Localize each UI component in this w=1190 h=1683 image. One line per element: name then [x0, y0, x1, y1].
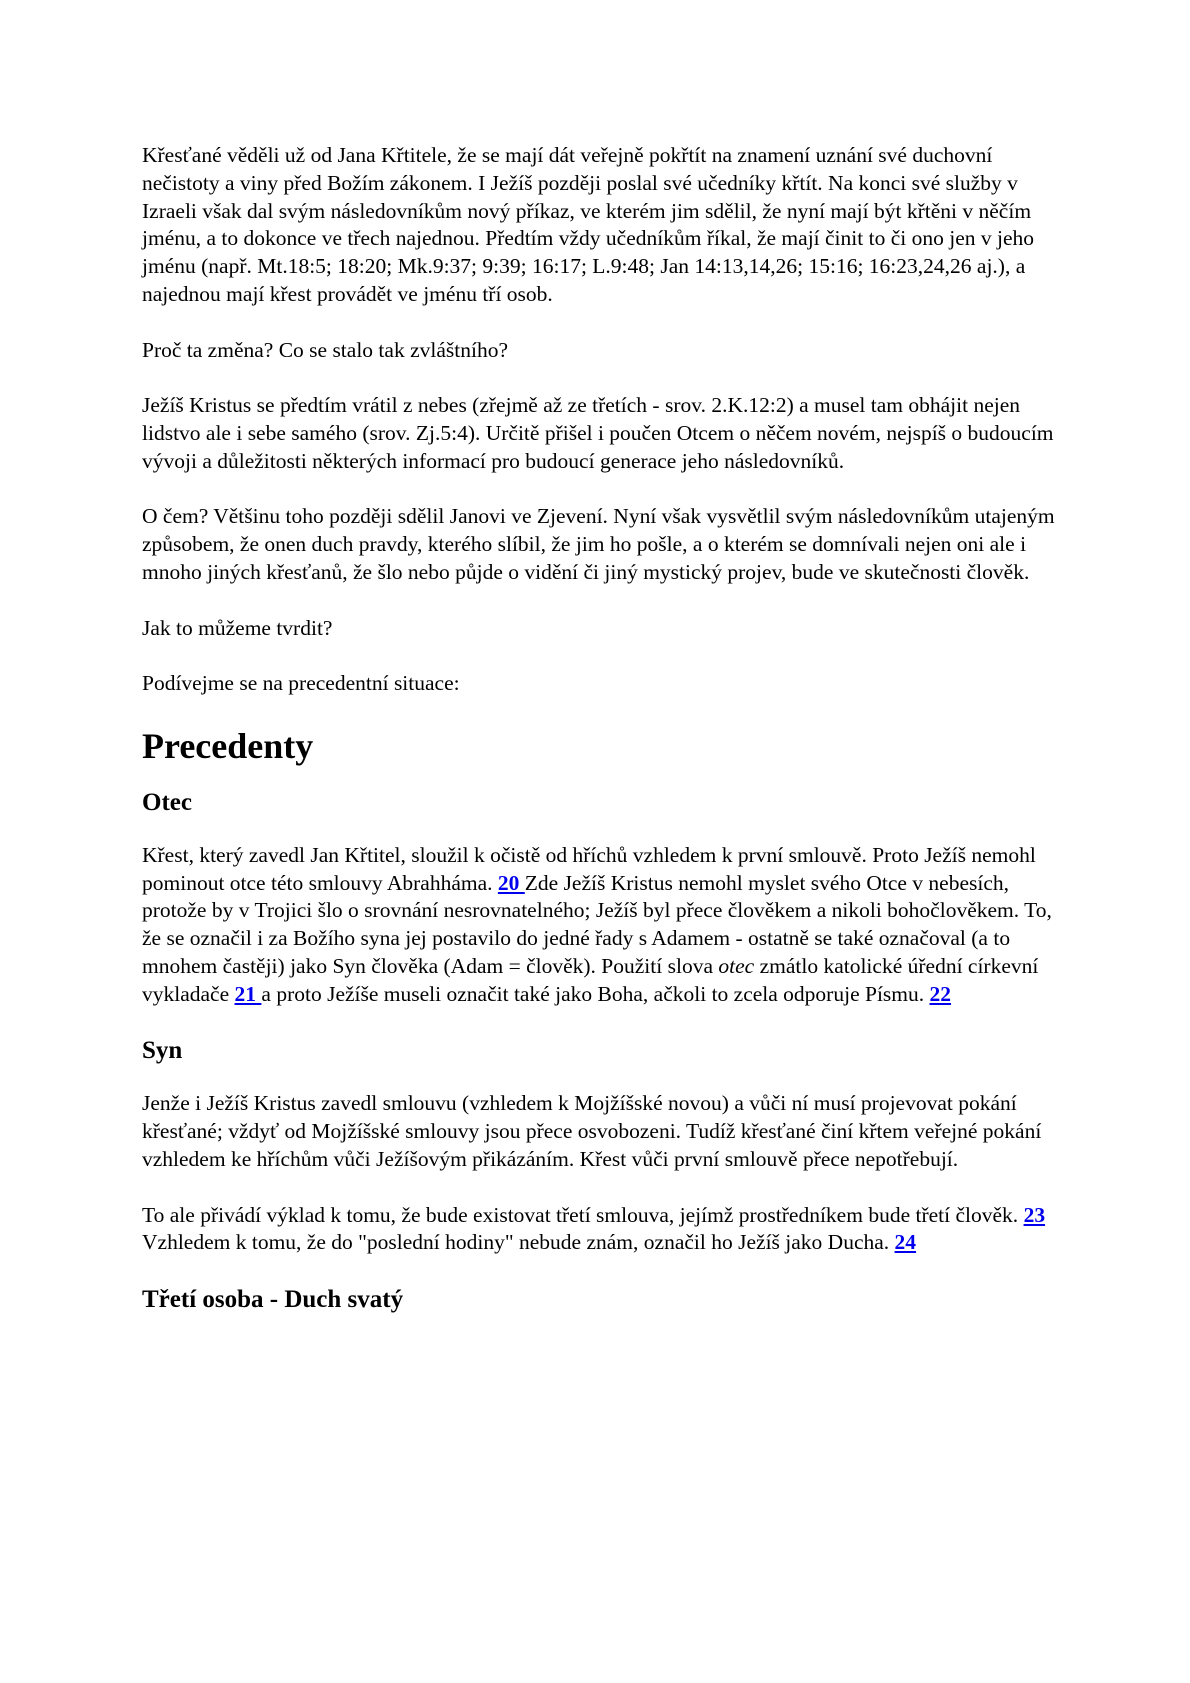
intro-paragraph-5: Jak to můžeme tvrdit?	[142, 615, 333, 640]
otec-text-4: a proto Ježíše museli označit také jako Boha, ačkoli to zcela odporuje Písmu.	[261, 981, 930, 1006]
footnote-link-22[interactable]: 22	[929, 981, 952, 1006]
syn-paragraph-2	[142, 1202, 1062, 1258]
intro-paragraph-3: Ježíš Kristus se předtím vrátil z nebes (zřejmě až ze třetích - srov. 2.K.12:2) a musel tam obhájit nejen lidstvo ale i sebe samého (srov. Zj.5:4). Určitě přišel i poučen Otcem o něčem novém, nejspíš o budoucím vývoji a důležitosti některých informací pro budoucí generace jeho následovníků.	[142, 393, 1054, 473]
heading-precedenty: Precedenty	[142, 725, 314, 766]
syn-text-2: Vzhledem k tomu, že do "poslední hodiny" nebude znám, označil ho Ježíš jako Ducha.	[142, 1230, 895, 1255]
footnote-link-20[interactable]: 20	[497, 870, 525, 895]
document-page	[142, 142, 1062, 1339]
syn-paragraph-1: Jenže i Ježíš Kristus zavedl smlouvu (vzhledem k Mojžíšské novou) a vůči ní musí projevovat pokání křesťané; vždyť od Mojžíšské smlouvy jsou přece osvobozeni. Tudíž křesťané činí křtem veřejné pokání vzhledem ke hříchům vůči Ježíšovým přikázáním. Křest vůči první smlouvě přece nepotřebují.	[142, 1091, 1042, 1171]
otec-emphasis: otec	[718, 953, 755, 978]
intro-paragraph-6: Podívejme se na precedentní situace:	[142, 671, 460, 696]
footnote-link-23[interactable]: 23	[1023, 1202, 1046, 1227]
otec-paragraph	[142, 842, 1062, 1009]
heading-syn: Syn	[142, 1037, 183, 1065]
syn-text-1: To ale přivádí výklad k tomu, že bude existovat třetí smlouva, jejímž prostředníkem bude třetí člověk.	[142, 1202, 1024, 1227]
heading-otec: Otec	[142, 788, 192, 816]
otec-text-3: zmátlo katolické úřední církevní vykladače	[142, 953, 1039, 1006]
otec-text-2: Zde Ježíš Kristus nemohl myslet svého Otce v nebesích, protože by v Trojici šlo o srovnání nesrovnatelného; Ježíš byl přece člověkem a nikoli bohočlověkem. To, že se označil i za Božího syna jej postavilo do jedné řady s Adamem - ostatně se také označoval (a to mnohem častěji) jako Syn člověka (Adam = člověk). Použití slova	[142, 870, 1052, 978]
heading-treti-osoba: Třetí osoba - Duch svatý	[142, 1285, 404, 1313]
footnote-link-24[interactable]: 24	[894, 1230, 917, 1255]
otec-text-1: Křest, který zavedl Jan Křtitel, sloužil k očistě od hříchů vzhledem k první smlouvě. Proto Ježíš nemohl pominout otce této smlouvy Abrahháma.	[142, 842, 1036, 895]
intro-paragraph-2: Proč ta změna? Co se stalo tak zvláštního?	[142, 337, 508, 362]
intro-paragraph-1: Křesťané věděli už od Jana Křtitele, že se mají dát veřejně pokřtít na znamení uznání své duchovní nečistoty a viny před Božím zákonem. I Ježíš později poslal své učedníky křtít. Na konci své služby v Izraeli však dal svým následovníkům nový příkaz, ve kterém jim sdělil, že nyní mají být křtěni v něčím jménu, a to dokonce ve třech najednou. Předtím vždy učedníkům říkal, že mají činit to či ono jen v jeho jménu (např. Mt.18:5; 18:20; Mk.9:37; 9:39; 16:17; L.9:48; Jan 14:13,14,26; 15:16; 16:23,24,26 aj.), a najednou mají křest provádět ve jménu tří osob.	[142, 143, 1034, 306]
intro-paragraph-4: O čem? Většinu toho později sdělil Janovi ve Zjevení. Nyní však vysvětlil svým následovníkům utajeným způsobem, že onen duch pravdy, kterého slíbil, že jim ho pošle, a o kterém se domnívali nejen oni ale i mnoho jiných křesťanů, že šlo nebo půjde o vidění či jiný mystický projev, bude ve skutečnosti člověk.	[142, 504, 1055, 584]
footnote-link-21[interactable]: 21	[234, 981, 262, 1006]
